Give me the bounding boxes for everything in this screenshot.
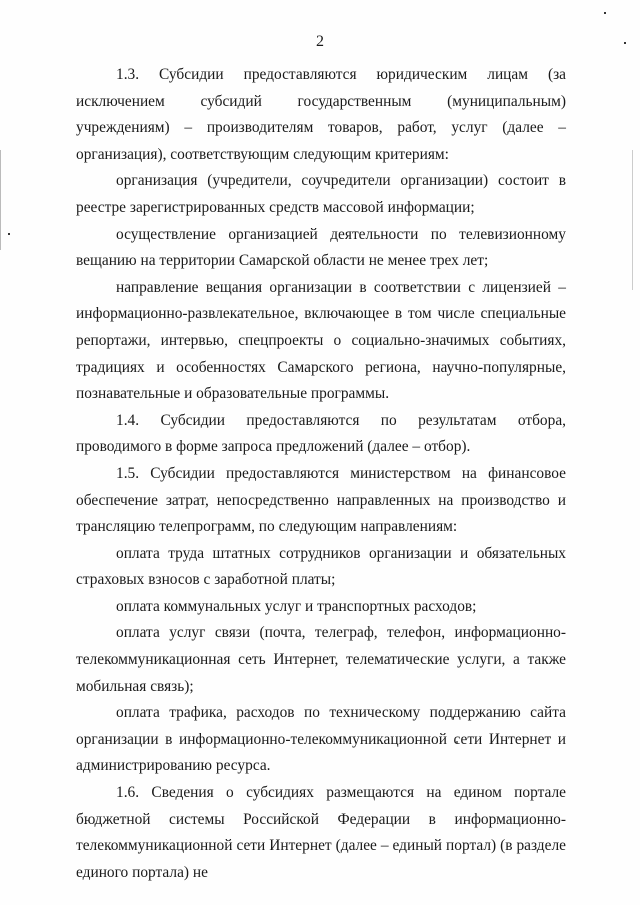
paragraph-criterion-registry: организация (учредители, соучредители организации) состоит в реестре зарегистрированных средств массовой информации;: [76, 172, 566, 216]
paragraph-criterion-direction: направление вещания организации в соответствии с лицензией – информационно-развлекательное, включающее в том числе специальные репортажи, интервью, спецпроекты о социально-значимых событиях, традициях и особенностях Самарского региона, научно-популярные, познавательные и образовательные программы.: [76, 278, 566, 403]
paragraph-1-4: 1.4. Субсидии предоставляются по результатам отбора, проводимого в форме запроса предложений (далее – отбор).: [76, 411, 566, 456]
scan-edge-line: [0, 150, 1, 250]
paragraph-criterion-broadcasting: осуществление организацией деятельности по телевизионному вещанию на территории Самарской области не менее трех лет;: [76, 225, 566, 270]
page-number: 2: [316, 33, 324, 50]
document-body: [76, 62, 566, 886]
scan-speck: [8, 233, 10, 235]
paragraph-direction-salary: оплата труда штатных сотрудников организации и обязательных страховых взносов с заработной платы;: [76, 544, 566, 589]
paragraph-1-3: 1.3. Субсидии предоставляются юридическим лицам (за исключением субсидий государственным (муниципальным) учреждениям) – производителям товаров, работ, услуг (далее – организация), соответствующим следующим критериям:: [76, 66, 566, 163]
paragraph-direction-traffic: оплата трафика, расходов по техническому поддержанию сайта организации в информационно-телекоммуникационной сети Интернет и администрированию ресурса.: [76, 704, 566, 775]
scan-edge-line: [632, 150, 633, 290]
paragraph-1-5: 1.5. Субсидии предоставляются министерством на финансовое обеспечение затрат, непосредственно направленных на производство и трансляцию телепрограмм, по следующим направлениям:: [76, 464, 566, 536]
paragraph-direction-communication: оплата услуг связи (почта, телеграф, телефон, информационно-телекоммуникационная сеть Интернет, телематические услуги, а также мобильная связь);: [76, 624, 566, 695]
paragraph-direction-utilities: оплата коммунальных услуг и транспортных расходов;: [116, 597, 477, 615]
paragraph-1-6: 1.6. Сведения о субсидиях размещаются на едином портале бюджетной системы Российской Федерации в информационно-телекоммуникационной сети Интернет (далее – единый портал) (в разделе единого портала) не: [76, 784, 566, 881]
scan-speck: [604, 12, 606, 14]
